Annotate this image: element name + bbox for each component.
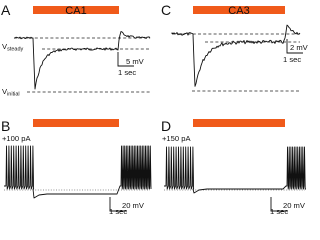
panel-d-current-label: +150 pA [162, 134, 191, 143]
panel-b-stimulus-bar [33, 119, 119, 127]
panel-a-v-initial-label: $V_{initial}$ [2, 87, 20, 98]
panel-d-scale-time: 1 sec [270, 207, 289, 215]
panel-a-scale-voltage: 5 mV [126, 57, 144, 66]
panel-a [1, 2, 150, 98]
panel-a-stimulus-label: CA1 [65, 5, 87, 17]
panel-b-current-label: +100 pA [2, 134, 31, 143]
panel-d-stimulus-bar [193, 119, 285, 127]
panel-c-stimulus-label: CA3 [228, 5, 250, 17]
panel-b-scale-voltage: 20 mV [122, 201, 144, 210]
panel-d [161, 118, 306, 215]
panel-b [1, 118, 151, 215]
panel-a-scale-time: 1 sec [118, 68, 137, 77]
panel-c [161, 2, 309, 91]
panel-a-letter: A [1, 2, 11, 18]
panel-c-scale-time: 1 sec [283, 55, 302, 64]
panel-d-voltage-trace [164, 147, 306, 193]
panel-b-letter: B [1, 118, 11, 134]
panel-c-letter: C [161, 2, 172, 18]
panel-d-scale-voltage: 20 mV [283, 201, 305, 210]
panel-d-letter: D [161, 118, 172, 134]
panel-c-scale-voltage: 2 mV [290, 43, 308, 52]
panel-b-scale-time: 1 sec [109, 207, 128, 215]
panel-a-v-steady-label: $V_{steady}$ [2, 42, 24, 53]
